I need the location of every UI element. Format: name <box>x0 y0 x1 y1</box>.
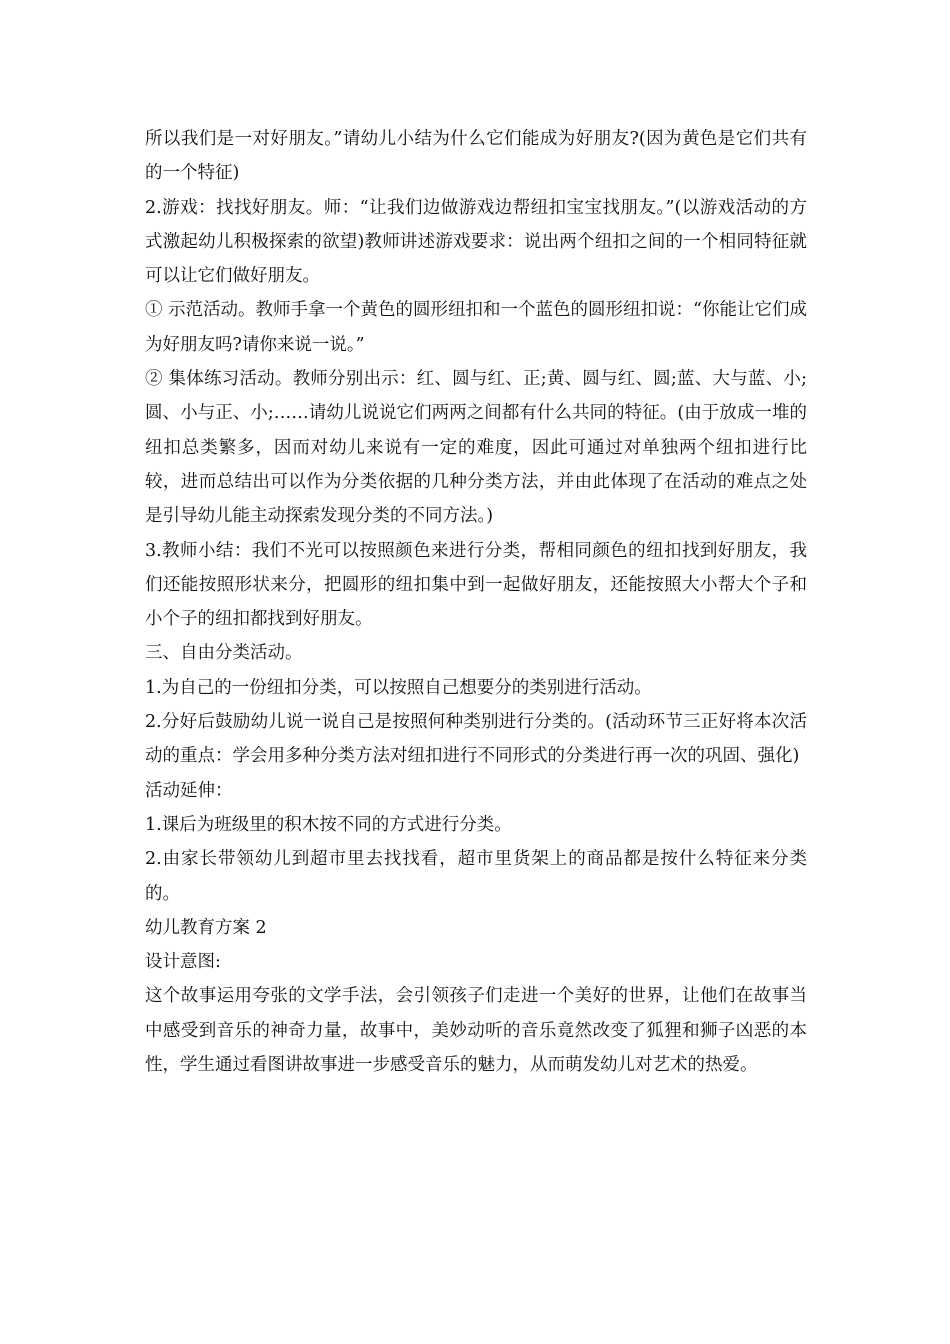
paragraph-extension-blocks: 1.课后为班级里的积木按不同的方式进行分类。 <box>145 814 512 835</box>
paragraph-design-intent: 这个故事运用夸张的文学手法，会引领孩子们走进一个美好的世界，让他们在故事当中感受到音乐的神奇力量，故事中，美妙动听的音乐竟然改变了狐狸和狮子凶恶的本性，学生通过看图讲故事进一步感受音乐的魅力，从而萌发幼儿对艺术的热爱。 <box>145 986 807 1076</box>
paragraph-classify-own: 1.为自己的一份纽扣分类，可以按照自己想要分的类别进行活动。 <box>145 677 652 698</box>
heading-plan-2: 幼儿教育方案 2 <box>145 917 267 938</box>
paragraph-group-practice: ② 集体练习活动。教师分别出示：红、圆与红、正;黄、圆与红、圆;蓝、大与蓝、小;圆、小与正、小;……请幼儿说说它们两两之间都有什么共同的特征。(由于放成一堆的纽扣总类繁多，因而对幼儿来说有一定的难度，因此可通过对单独两个纽扣进行比较，进而总结出可以作为分类依据的几种分类方法，并由此体现了在活动的难点之处是引导幼儿能主动探索发现分类的不同方法。) <box>145 369 807 527</box>
heading-design-intent: 设计意图: <box>145 952 221 973</box>
paragraph-encourage-explain: 2.分好后鼓励幼儿说一说自己是按照何种类别进行分类的。(活动环节三正好将本次活动的重点：学会用多种分类方法对纽扣进行不同形式的分类进行再一次的巩固、强化) <box>145 712 807 767</box>
document-body <box>145 122 807 1082</box>
heading-activity-extension: 活动延伸： <box>145 780 233 801</box>
paragraph-extension-supermarket: 2.由家长带领幼儿到超市里去找找看，超市里货架上的商品都是按什么特征来分类的。 <box>145 849 807 904</box>
section-heading-free-classification: 三、自由分类活动。 <box>145 643 303 664</box>
paragraph-game: 2.游戏：找找好朋友。师：“让我们边做游戏边帮纽扣宝宝找朋友。”(以游戏活动的方式激起幼儿积极探索的欲望)教师讲述游戏要求：说出两个纽扣之间的一个相同特征就可以让它们做好朋友。 <box>145 197 807 287</box>
paragraph-summary: 所以我们是一对好朋友。”请幼儿小结为什么它们能成为好朋友?(因为黄色是它们共有的一个特征) <box>145 129 807 184</box>
paragraph-teacher-summary: 3.教师小结：我们不光可以按照颜色来进行分类，帮相同颜色的纽扣找到好朋友，我们还能按照形状来分，把圆形的纽扣集中到一起做好朋友，还能按照大小帮大个子和小个子的纽扣都找到好朋友。 <box>145 540 807 630</box>
paragraph-demo-activity: ① 示范活动。教师手拿一个黄色的圆形纽扣和一个蓝色的圆形纽扣说：“你能让它们成为好朋友吗?请你来说一说。” <box>145 300 808 355</box>
